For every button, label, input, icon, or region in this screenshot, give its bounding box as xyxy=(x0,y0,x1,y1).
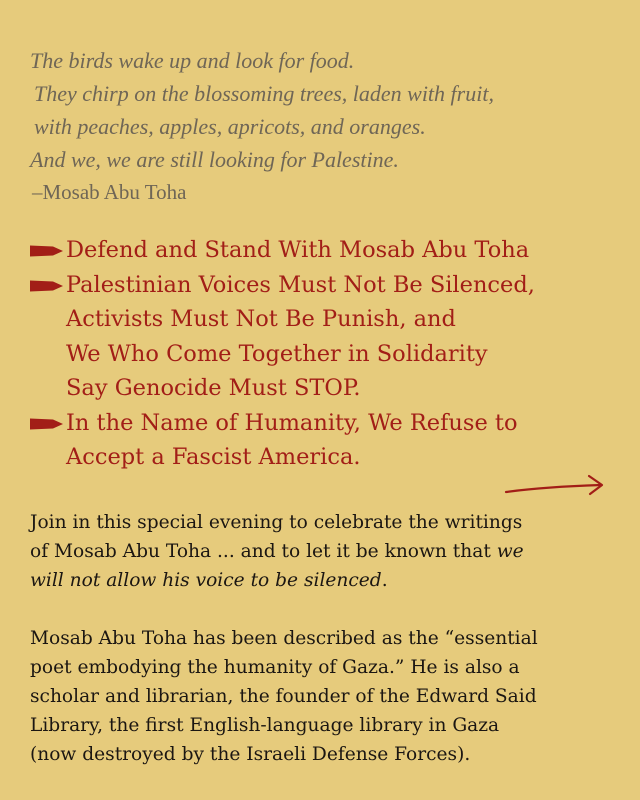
paragraph-line: Join in this special evening to celebrate the writings xyxy=(30,512,523,533)
slogan-item xyxy=(30,268,630,406)
slogan-line: We Who Come Together in Solidarity xyxy=(66,340,488,367)
poem-line: The birds wake up and look for food. xyxy=(30,48,355,73)
bio-paragraph xyxy=(30,624,630,769)
emphasis-text: we xyxy=(496,541,524,562)
paragraph-text: . xyxy=(381,570,388,591)
emphasis-text: will not allow his voice to be silenced xyxy=(30,570,382,591)
red-arrow-bullet-icon xyxy=(30,244,64,258)
poem-attribution: –Mosab Abu Toha xyxy=(32,180,187,204)
paragraph-line xyxy=(30,566,630,595)
slogan-line: Say Genocide Must STOP. xyxy=(66,375,361,401)
red-arrow-bullet-icon xyxy=(30,417,64,431)
paragraph-line: Library, the first English-language library in Gaza xyxy=(30,715,500,736)
paragraph-line: Mosab Abu Toha has been described as the “essential xyxy=(30,628,538,649)
slogan-line: Palestinian Voices Must Not Be Silenced, xyxy=(66,271,535,298)
slogan-line: Activists Must Not Be Punish, and xyxy=(66,306,456,332)
slogan-item xyxy=(30,233,630,268)
paragraph-text: of Mosab Abu Toha ... and to let it be known that xyxy=(30,541,497,562)
paragraph-line: (now destroyed by the Israeli Defense Forces). xyxy=(30,744,471,765)
paragraph-line: poet embodying the humanity of Gaza.” He is also a xyxy=(30,657,520,678)
slogan-line: In the Name of Humanity, We Refuse to xyxy=(66,409,518,436)
poem-line: And we, we are still looking for Palestine. xyxy=(30,147,399,172)
right-arrow-icon xyxy=(500,470,610,500)
paragraph-line xyxy=(30,537,630,566)
slogan-list xyxy=(30,233,630,475)
event-paragraph xyxy=(30,508,630,595)
slogan-line: Accept a Fascist America. xyxy=(66,444,361,470)
poem-quote xyxy=(30,44,630,209)
poem-line: with peaches, apples, apricots, and oranges. xyxy=(34,114,426,139)
slogan-item xyxy=(30,406,630,475)
slogan-line: Defend and Stand With Mosab Abu Toha xyxy=(66,237,530,263)
poem-line: They chirp on the blossoming trees, laden with fruit, xyxy=(34,81,494,106)
red-arrow-bullet-icon xyxy=(30,279,64,293)
event-description xyxy=(30,508,630,769)
paragraph-line: scholar and librarian, the founder of the Edward Said xyxy=(30,686,537,707)
